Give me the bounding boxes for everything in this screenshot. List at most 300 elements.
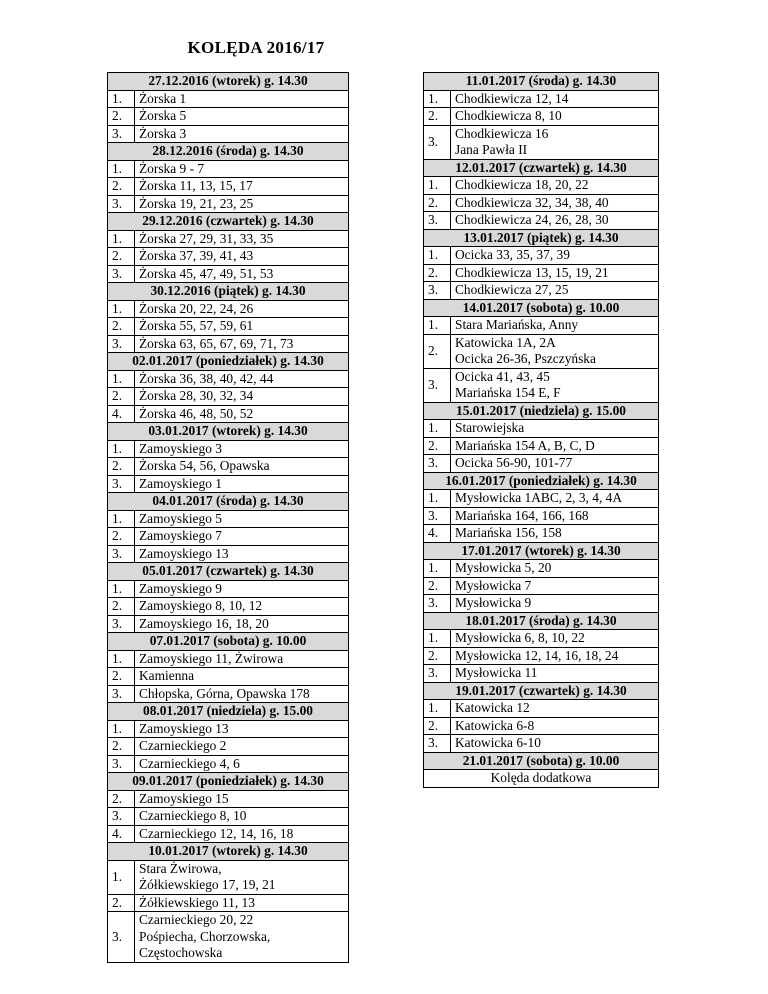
- day-header-row: [424, 402, 659, 420]
- street-list: [135, 685, 349, 703]
- schedule-row: [424, 125, 659, 159]
- street-list: [451, 177, 659, 195]
- schedule-row: [424, 334, 659, 368]
- street-line: Żorska 37, 39, 41, 43: [139, 248, 254, 263]
- street-line: Mariańska 154 A, B, C, D: [455, 437, 595, 453]
- day-header: 14.01.2017 (sobota) g. 10.00: [424, 299, 659, 317]
- schedule-row: [108, 650, 349, 668]
- street-line: Zamoyskiego 8, 10, 12: [139, 598, 263, 613]
- row-number: 1.: [108, 300, 135, 318]
- day-header-row: [108, 283, 349, 301]
- street-line: Czarnieckiego 12, 14, 16, 18: [139, 825, 294, 841]
- day-header-row: [424, 472, 659, 490]
- day-header-row: [424, 159, 659, 177]
- day-header-row: [108, 773, 349, 791]
- schedule-row: [108, 912, 349, 963]
- row-number: 2.: [108, 178, 135, 196]
- schedule-row: [424, 108, 659, 126]
- street-line: Zamoyskiego 3: [139, 440, 222, 456]
- street-list: [135, 668, 349, 686]
- street-line: Chodkiewicza 24, 26, 28, 30: [455, 212, 609, 227]
- street-list: [135, 720, 349, 738]
- row-number: 3.: [108, 808, 135, 826]
- schedule-row: [108, 790, 349, 808]
- day-header-row: [108, 563, 349, 581]
- day-header: 18.01.2017 (środa) g. 14.30: [424, 612, 659, 630]
- street-line: Żorska 28, 30, 32, 34: [139, 388, 254, 403]
- day-header: 09.01.2017 (poniedziałek) g. 14.30: [108, 773, 349, 791]
- street-line: Czarnieckiego 2: [139, 738, 227, 753]
- street-list: [135, 300, 349, 318]
- street-line: Chodkiewicza 16: [455, 125, 549, 141]
- extra-note: Kolęda dodatkowa: [424, 770, 659, 788]
- day-header: 05.01.2017 (czwartek) g. 14.30: [108, 563, 349, 581]
- street-line: Żorska 9 - 7: [139, 160, 205, 176]
- page-title: KOLĘDA 2016/17: [187, 38, 325, 57]
- street-line: Żorska 54, 56, Opawska: [139, 458, 270, 473]
- row-number: 3.: [108, 335, 135, 353]
- day-header: 02.01.2017 (poniedziałek) g. 14.30: [108, 353, 349, 371]
- schedule-row: [424, 282, 659, 300]
- day-header: 03.01.2017 (wtorek) g. 14.30: [108, 423, 349, 441]
- street-list: [135, 808, 349, 826]
- street-line: Katowicka 1A, 2A: [455, 334, 556, 350]
- schedule-row: [424, 560, 659, 578]
- day-header-row: [108, 213, 349, 231]
- row-number: 1.: [424, 420, 451, 438]
- schedule-row: [108, 825, 349, 843]
- street-line: Żorska 11, 13, 15, 17: [139, 178, 253, 193]
- day-header: 12.01.2017 (czwartek) g. 14.30: [424, 159, 659, 177]
- street-line: Jana Pawła II: [455, 142, 528, 157]
- row-number: 2.: [108, 108, 135, 126]
- day-header-row: [108, 143, 349, 161]
- schedule-row: [424, 247, 659, 265]
- schedule-row: [424, 717, 659, 735]
- street-line: Zamoyskiego 11, Żwirowa: [139, 650, 284, 666]
- street-list: [451, 90, 659, 108]
- street-list: [135, 178, 349, 196]
- day-header: 21.01.2017 (sobota) g. 10.00: [424, 752, 659, 770]
- row-number: 4.: [108, 405, 135, 423]
- schedule-row: [424, 264, 659, 282]
- day-header-row: [108, 703, 349, 721]
- street-line: Żółkiewskiego 11, 13: [139, 894, 255, 910]
- street-line: Ocicka 26-36, Pszczyńska: [455, 351, 596, 366]
- street-list: [451, 630, 659, 648]
- day-header-row: [424, 542, 659, 560]
- street-line: Katowicka 6-8: [455, 717, 535, 733]
- row-number: 1.: [108, 160, 135, 178]
- schedule-row: [424, 212, 659, 230]
- row-number: 2.: [108, 738, 135, 756]
- day-header: 29.12.2016 (czwartek) g. 14.30: [108, 213, 349, 231]
- street-line: Ocicka 33, 35, 37, 39: [455, 247, 570, 262]
- street-line: Zamoyskiego 1: [139, 475, 222, 491]
- street-list: [135, 370, 349, 388]
- street-line: Żorska 27, 29, 31, 33, 35: [139, 230, 274, 246]
- row-number: 1.: [424, 317, 451, 335]
- day-header-row: [424, 612, 659, 630]
- street-list: [135, 335, 349, 353]
- schedule-row: [108, 510, 349, 528]
- schedule-row: [108, 405, 349, 423]
- row-number: 2.: [424, 437, 451, 455]
- street-line: Żorska 63, 65, 67, 69, 71, 73: [139, 335, 294, 351]
- schedule-row: [108, 125, 349, 143]
- street-list: [135, 108, 349, 126]
- day-header: 30.12.2016 (piątek) g. 14.30: [108, 283, 349, 301]
- street-list: [135, 528, 349, 546]
- row-number: 2.: [108, 598, 135, 616]
- day-header-row: [424, 752, 659, 770]
- day-header-row: [424, 73, 659, 91]
- row-number: 4.: [108, 825, 135, 843]
- street-list: [135, 912, 349, 963]
- row-number: 3.: [108, 125, 135, 143]
- street-line: Mysłowicka 1ABC, 2, 3, 4, 4A: [455, 490, 623, 505]
- row-number: 3.: [424, 507, 451, 525]
- street-line: Zamoyskiego 15: [139, 790, 229, 806]
- schedule-row: [424, 490, 659, 508]
- schedule-row: [108, 265, 349, 283]
- street-list: [135, 894, 349, 912]
- schedule-row: [108, 90, 349, 108]
- day-header: 17.01.2017 (wtorek) g. 14.30: [424, 542, 659, 560]
- street-line: Ocicka 56-90, 101-77: [455, 455, 573, 470]
- street-list: [135, 790, 349, 808]
- street-list: [135, 125, 349, 143]
- street-line: Mysłowicka 9: [455, 595, 532, 610]
- schedule-table-right: [423, 72, 659, 788]
- schedule-row: [424, 368, 659, 402]
- row-number: 3.: [424, 455, 451, 473]
- street-list: [451, 212, 659, 230]
- street-list: [135, 440, 349, 458]
- schedule-row: [108, 108, 349, 126]
- schedule-row: [108, 755, 349, 773]
- street-line: Żorska 5: [139, 108, 187, 123]
- row-number: 2.: [108, 388, 135, 406]
- day-header-row: [424, 682, 659, 700]
- schedule-row: [424, 455, 659, 473]
- row-number: 1.: [108, 580, 135, 598]
- schedule-row: [424, 194, 659, 212]
- schedule-row: [108, 860, 349, 894]
- street-line: Chodkiewicza 27, 25: [455, 282, 569, 297]
- street-line: Starowiejska: [455, 420, 525, 435]
- day-header-row: [108, 633, 349, 651]
- row-number: 4.: [424, 525, 451, 543]
- row-number: 1.: [424, 700, 451, 718]
- row-number: 3.: [424, 735, 451, 753]
- street-line: Chodkiewicza 13, 15, 19, 21: [455, 264, 609, 280]
- row-number: 2.: [424, 334, 451, 368]
- schedule-row: [424, 577, 659, 595]
- street-list: [135, 755, 349, 773]
- schedule-row: [108, 388, 349, 406]
- row-number: 1.: [108, 510, 135, 528]
- schedule-row: [108, 335, 349, 353]
- street-list: [451, 700, 659, 718]
- street-line: Zamoyskiego 5: [139, 510, 222, 526]
- row-number: 2.: [424, 194, 451, 212]
- schedule-row: [108, 720, 349, 738]
- row-number: 1.: [424, 90, 451, 108]
- schedule-row: [108, 685, 349, 703]
- street-line: Mysłowicka 5, 20: [455, 560, 552, 575]
- day-header: 13.01.2017 (piątek) g. 14.30: [424, 229, 659, 247]
- street-list: [451, 595, 659, 613]
- row-number: 2.: [424, 717, 451, 735]
- row-number: 1.: [108, 90, 135, 108]
- day-header-row: [108, 493, 349, 511]
- schedule-row: [108, 545, 349, 563]
- street-line: Żorska 55, 57, 59, 61: [139, 318, 254, 333]
- day-header: 11.01.2017 (środa) g. 14.30: [424, 73, 659, 91]
- street-list: [135, 458, 349, 476]
- row-number: 2.: [424, 108, 451, 126]
- row-number: 3.: [424, 212, 451, 230]
- street-line: Chodkiewicza 32, 34, 38, 40: [455, 194, 609, 210]
- row-number: 3.: [108, 685, 135, 703]
- day-header: 15.01.2017 (niedziela) g. 15.00: [424, 402, 659, 420]
- row-number: 2.: [108, 528, 135, 546]
- day-header: 27.12.2016 (wtorek) g. 14.30: [108, 73, 349, 91]
- schedule-row: [108, 178, 349, 196]
- row-number: 3.: [108, 475, 135, 493]
- schedule-row: [424, 525, 659, 543]
- street-line: Zamoyskiego 16, 18, 20: [139, 615, 269, 631]
- schedule-row: [108, 808, 349, 826]
- row-number: 1.: [424, 490, 451, 508]
- street-line: Częstochowska: [139, 945, 223, 960]
- schedule-row: [108, 894, 349, 912]
- street-list: [451, 647, 659, 665]
- schedule-row: [108, 615, 349, 633]
- street-list: [451, 194, 659, 212]
- schedule-row: [108, 738, 349, 756]
- street-list: [451, 317, 659, 335]
- schedule-row: [108, 668, 349, 686]
- schedule-row: [108, 318, 349, 336]
- street-list: [135, 510, 349, 528]
- row-number: 1.: [424, 630, 451, 648]
- street-list: [451, 108, 659, 126]
- street-list: [135, 388, 349, 406]
- schedule-row: [108, 458, 349, 476]
- street-line: Żorska 46, 48, 50, 52: [139, 405, 254, 421]
- street-list: [135, 825, 349, 843]
- row-number: 3.: [108, 265, 135, 283]
- schedule-row: [424, 665, 659, 683]
- row-number: 2.: [108, 248, 135, 266]
- street-list: [451, 368, 659, 402]
- street-list: [135, 318, 349, 336]
- row-number: 1.: [424, 247, 451, 265]
- street-line: Mariańska 156, 158: [455, 525, 562, 540]
- street-list: [135, 265, 349, 283]
- street-list: [451, 577, 659, 595]
- day-header-row: [108, 423, 349, 441]
- street-list: [451, 507, 659, 525]
- day-header-row: [108, 353, 349, 371]
- street-line: Chodkiewicza 8, 10: [455, 108, 562, 123]
- row-number: 1.: [424, 177, 451, 195]
- street-list: [135, 230, 349, 248]
- street-line: Stara Żwirowa,: [139, 860, 222, 876]
- street-list: [135, 405, 349, 423]
- street-line: Mariańska 164, 166, 168: [455, 507, 589, 523]
- schedule-table-left: [107, 72, 349, 963]
- day-header-row: [108, 73, 349, 91]
- street-line: Czarnieckiego 20, 22: [139, 912, 254, 927]
- street-list: [135, 598, 349, 616]
- row-number: 1.: [108, 370, 135, 388]
- row-number: 2.: [424, 264, 451, 282]
- street-list: [135, 475, 349, 493]
- street-list: [451, 525, 659, 543]
- street-list: [135, 248, 349, 266]
- street-line: Zamoyskiego 7: [139, 528, 222, 543]
- street-list: [135, 860, 349, 894]
- street-line: Mysłowicka 11: [455, 665, 538, 680]
- street-list: [451, 490, 659, 508]
- street-line: Czarnieckiego 4, 6: [139, 755, 240, 771]
- street-line: Kamienna: [139, 668, 195, 683]
- day-header-row: [424, 299, 659, 317]
- row-number: 2.: [424, 647, 451, 665]
- row-number: 3.: [108, 195, 135, 213]
- street-line: Chłopska, Górna, Opawska 178: [139, 685, 310, 701]
- row-number: 2.: [108, 894, 135, 912]
- schedule-row: [424, 595, 659, 613]
- row-number: 2.: [108, 790, 135, 808]
- street-list: [451, 560, 659, 578]
- day-header-row: [108, 843, 349, 861]
- row-number: 3.: [108, 912, 135, 963]
- row-number: 1.: [424, 560, 451, 578]
- street-list: [135, 580, 349, 598]
- schedule-row: [108, 475, 349, 493]
- row-number: 3.: [108, 545, 135, 563]
- schedule-row: [108, 440, 349, 458]
- street-list: [135, 545, 349, 563]
- street-list: [451, 735, 659, 753]
- street-line: Żorska 45, 47, 49, 51, 53: [139, 265, 274, 281]
- schedule-row: [108, 528, 349, 546]
- day-header: 04.01.2017 (środa) g. 14.30: [108, 493, 349, 511]
- street-line: Pośpiecha, Chorzowska,: [139, 928, 271, 944]
- schedule-row: [424, 700, 659, 718]
- street-line: Mysłowicka 12, 14, 16, 18, 24: [455, 647, 619, 663]
- street-list: [451, 125, 659, 159]
- schedule-row: [108, 370, 349, 388]
- schedule-row: [108, 598, 349, 616]
- schedule-row: [108, 160, 349, 178]
- schedule-row: [424, 630, 659, 648]
- day-header: 16.01.2017 (poniedziałek) g. 14.30: [424, 472, 659, 490]
- street-list: [135, 160, 349, 178]
- street-list: [451, 282, 659, 300]
- street-list: [451, 420, 659, 438]
- row-number: 2.: [424, 577, 451, 595]
- street-line: Ocicka 41, 43, 45: [455, 368, 550, 384]
- street-line: Katowicka 6-10: [455, 735, 541, 750]
- street-line: Chodkiewicza 18, 20, 22: [455, 177, 589, 192]
- street-list: [451, 455, 659, 473]
- schedule-row: [424, 437, 659, 455]
- street-line: Zamoyskiego 9: [139, 580, 222, 596]
- street-list: [135, 615, 349, 633]
- street-list: [451, 264, 659, 282]
- schedule-row: [424, 177, 659, 195]
- schedule-row: [424, 735, 659, 753]
- schedule-row: [108, 230, 349, 248]
- street-list: [451, 247, 659, 265]
- street-line: Mysłowicka 7: [455, 577, 532, 593]
- street-list: [135, 195, 349, 213]
- row-number: 3.: [424, 368, 451, 402]
- extra-row: [424, 770, 659, 788]
- street-line: Żorska 3: [139, 125, 187, 141]
- row-number: 1.: [108, 650, 135, 668]
- street-line: Mysłowicka 6, 8, 10, 22: [455, 630, 585, 645]
- street-list: [451, 665, 659, 683]
- street-line: Stara Mariańska, Anny: [455, 317, 579, 332]
- row-number: 2.: [108, 668, 135, 686]
- day-header: 28.12.2016 (środa) g. 14.30: [108, 143, 349, 161]
- schedule-row: [108, 248, 349, 266]
- schedule-row: [424, 507, 659, 525]
- row-number: 1.: [108, 720, 135, 738]
- day-header: 10.01.2017 (wtorek) g. 14.30: [108, 843, 349, 861]
- street-line: Żorska 1: [139, 90, 187, 106]
- schedule-row: [424, 420, 659, 438]
- street-line: Czarnieckiego 8, 10: [139, 808, 247, 823]
- schedule-row: [108, 195, 349, 213]
- schedule-row: [424, 647, 659, 665]
- schedule-row: [108, 580, 349, 598]
- day-header: 19.01.2017 (czwartek) g. 14.30: [424, 682, 659, 700]
- street-line: Zamoyskiego 13: [139, 545, 229, 561]
- schedule-row: [424, 90, 659, 108]
- row-number: 2.: [108, 318, 135, 336]
- row-number: 3.: [108, 755, 135, 773]
- street-line: Żorska 20, 22, 24, 26: [139, 300, 254, 316]
- street-line: Zamoyskiego 13: [139, 720, 229, 736]
- street-line: Mariańska 154 E, F: [455, 385, 561, 400]
- street-line: Żorska 36, 38, 40, 42, 44: [139, 370, 274, 386]
- schedule-row: [108, 300, 349, 318]
- street-list: [135, 738, 349, 756]
- street-line: Katowicka 12: [455, 700, 530, 715]
- row-number: 1.: [108, 860, 135, 894]
- row-number: 1.: [108, 230, 135, 248]
- day-header-row: [424, 229, 659, 247]
- row-number: 3.: [424, 595, 451, 613]
- row-number: 3.: [108, 615, 135, 633]
- row-number: 3.: [424, 125, 451, 159]
- street-line: Żółkiewskiego 17, 19, 21: [139, 877, 276, 892]
- street-list: [135, 90, 349, 108]
- street-line: Żorska 19, 21, 23, 25: [139, 195, 254, 211]
- row-number: 3.: [424, 665, 451, 683]
- row-number: 1.: [108, 440, 135, 458]
- day-header: 07.01.2017 (sobota) g. 10.00: [108, 633, 349, 651]
- row-number: 2.: [108, 458, 135, 476]
- street-list: [451, 437, 659, 455]
